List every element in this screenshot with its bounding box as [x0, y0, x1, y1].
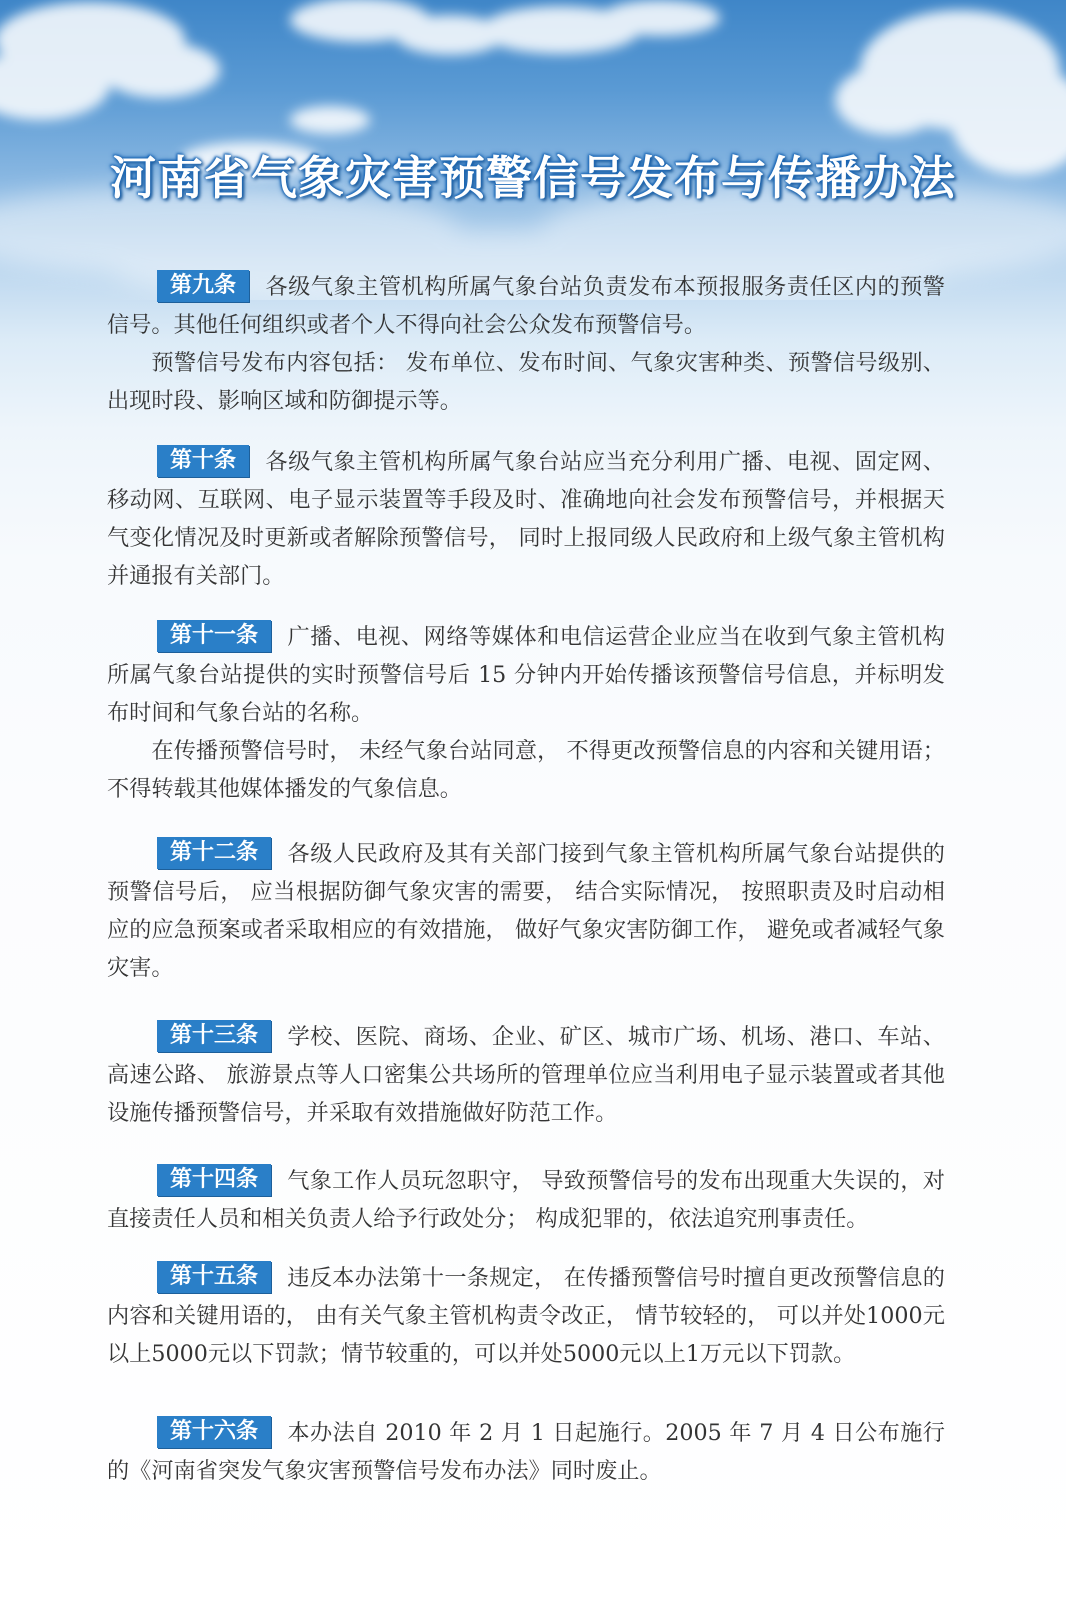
article-text: 预警信号发布内容包括： 发布单位、发布时间、气象灾害种类、预警信号级别、出现时段、影响区域和防御提示等。 — [107, 350, 945, 414]
article-12 — [107, 835, 945, 987]
article-label: 第九条 — [157, 270, 249, 302]
article-15 — [107, 1259, 945, 1373]
article-text: 各级人民政府及其有关部门接到气象主管机构所属气象台站提供的预警信号后， 应当根据防御气象灾害的需要， 结合实际情况， 按照职责及时启动相应的应急预案或者采取相应的有效措施， 做好气象灾害防御工作， 避免或者减轻气象灾害。 — [107, 841, 945, 981]
article-text: 在传播预警信号时， 未经气象台站同意， 不得更改预警信息的内容和关键用语； 不得转载其他媒体播发的气象信息。 — [107, 738, 945, 802]
article-text: 本办法自 2010 年 2 月 1 日起施行。2005 年 7 月 4 日公布施行的《河南省突发气象灾害预警信号发布办法》同时废止。 — [107, 1420, 945, 1484]
article-text: 学校、医院、商场、企业、矿区、城市广场、机场、港口、车站、 高速公路、 旅游景点等人口密集公共场所的管理单位应当利用电子显示装置或者其他设施传播预警信号，并采取有效措施做好防范工作。 — [107, 1024, 945, 1126]
article-16 — [107, 1414, 945, 1490]
article-13 — [107, 1018, 945, 1132]
article-label: 第十二条 — [157, 837, 271, 869]
article-label: 第十一条 — [157, 620, 271, 652]
article-10 — [107, 443, 945, 595]
article-text: 违反本办法第十一条规定， 在传播预警信号时擅自更改预警信息的内容和关键用语的， 由有关气象主管机构责令改正， 情节较轻的， 可以并处1000元以上5000元以下罚款；情节较重的，可以并处5000元以上1万元以下罚款。 — [107, 1265, 945, 1367]
article-label: 第十条 — [157, 445, 249, 477]
article-text: 各级气象主管机构所属气象台站负责发布本预报服务责任区内的预警信号。其他任何组织或者个人不得向社会公众发布预警信号。 — [107, 274, 945, 338]
article-label: 第十三条 — [157, 1020, 271, 1052]
article-text: 气象工作人员玩忽职守， 导致预警信号的发布出现重大失误的，对直接责任人员和相关负责人给予行政处分； 构成犯罪的，依法追究刑事责任。 — [107, 1168, 945, 1232]
page-title: 河南省气象灾害预警信号发布与传播办法 — [110, 151, 956, 205]
article-label: 第十五条 — [157, 1261, 271, 1293]
article-label: 第十四条 — [157, 1164, 271, 1196]
article-text: 各级气象主管机构所属气象台站应当充分利用广播、电视、固定网、移动网、互联网、电子显示装置等手段及时、准确地向社会发布预警信号，并根据天气变化情况及时更新或者解除预警信号， 同时上报同级人民政府和上级气象主管机构并通报有关部门。 — [107, 449, 945, 589]
article-label: 第十六条 — [157, 1416, 271, 1448]
article-11 — [107, 618, 945, 808]
article-9 — [107, 268, 945, 420]
article-text: 广播、电视、网络等媒体和电信运营企业应当在收到气象主管机构所属气象台站提供的实时预警信号后 15 分钟内开始传播该预警信号信息，并标明发布时间和气象台站的名称。 — [107, 624, 945, 726]
article-14 — [107, 1162, 945, 1238]
